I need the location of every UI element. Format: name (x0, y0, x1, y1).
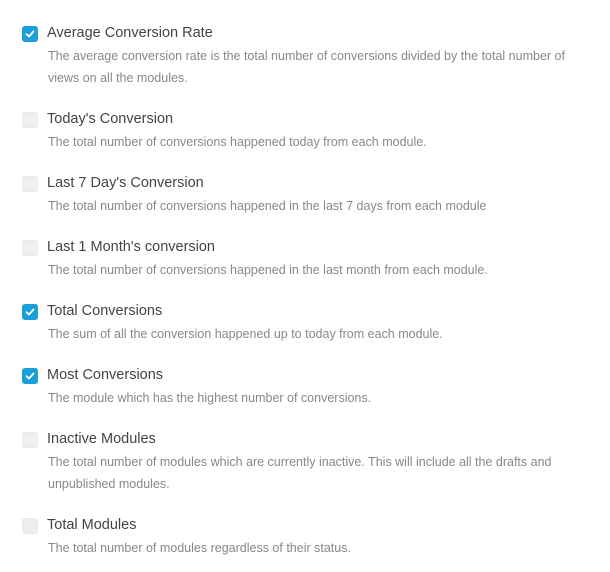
checkmark-icon (25, 29, 35, 39)
checkbox-total-modules[interactable] (22, 518, 38, 534)
checkbox-inactive-modules[interactable] (22, 432, 38, 448)
checkbox-total-conversions[interactable] (22, 304, 38, 320)
checkbox-todays-conversion[interactable] (22, 112, 38, 128)
option-title: Last 7 Day's Conversion (47, 175, 204, 191)
option-description: The total number of modules which are currently inactive. This will include all the drafts and unpublished modules. (48, 455, 552, 491)
option-description: The sum of all the conversion happened up to today from each module. (48, 327, 443, 341)
checkmark-icon (25, 371, 35, 381)
checkbox-last-7-days-conversion[interactable] (22, 176, 38, 192)
option-description: The average conversion rate is the total number of conversions divided by the total number of views on all the modules. (48, 49, 565, 85)
option-title: Total Modules (47, 517, 137, 533)
option-title: Total Conversions (47, 303, 163, 319)
option-title: Average Conversion Rate (47, 25, 213, 41)
checkbox-most-conversions[interactable] (22, 368, 38, 384)
option-description: The module which has the highest number of conversions. (48, 391, 372, 405)
option-title: Most Conversions (47, 367, 164, 383)
option-description: The total number of conversions happened today from each module. (48, 135, 427, 149)
option-title: Inactive Modules (47, 431, 156, 447)
checkbox-last-1-month-conversion[interactable] (22, 240, 38, 256)
option-description: The total number of conversions happened in the last 7 days from each module (48, 199, 487, 213)
option-title: Today's Conversion (47, 111, 174, 127)
checkmark-icon (25, 307, 35, 317)
checkbox-average-conversion-rate[interactable] (22, 26, 38, 42)
option-title: Last 1 Month's conversion (47, 239, 215, 255)
option-description: The total number of conversions happened in the last month from each module. (48, 263, 488, 277)
option-description: The total number of modules regardless of their status. (48, 541, 351, 555)
